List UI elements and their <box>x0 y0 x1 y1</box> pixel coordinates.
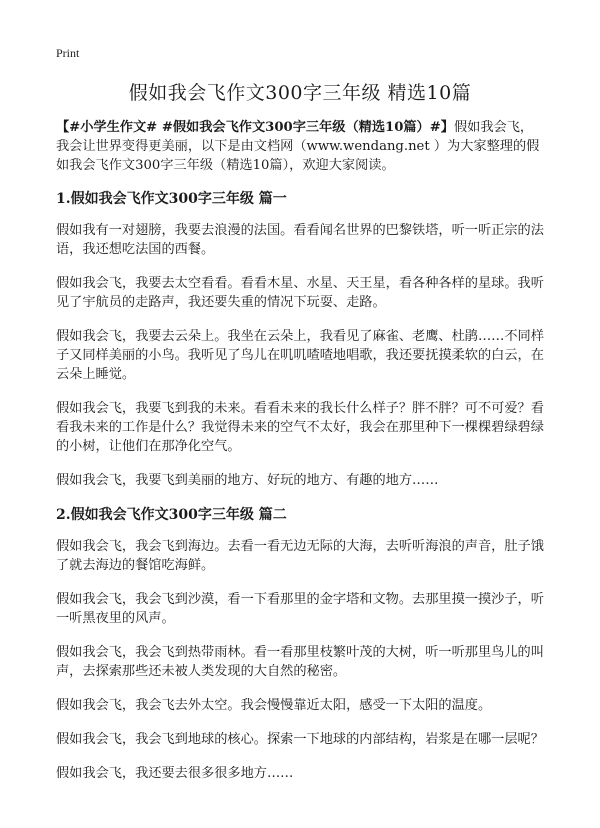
print-link[interactable]: Print <box>56 46 80 60</box>
paragraph: 假如我会飞，我要飞到美丽的地方、好玩的地方、有趣的地方…… <box>56 473 439 488</box>
intro-paragraph <box>56 118 544 175</box>
paragraph: 假如我会飞，我要去云朵上。我坐在云朵上，我看见了麻雀、老鹰、杜鹃……不同样子又同样美丽的小鸟。我听见了鸟儿在叽叽喳喳地唱歌，我还要抚摸柔软的白云，在云朵上睡觉。 <box>56 329 544 382</box>
paragraph: 假如我会飞，我会飞到沙漠，看一下看那里的金字塔和文物。去那里摸一摸沙子，听一听黑夜里的风声。 <box>56 592 544 626</box>
article-body <box>56 118 544 798</box>
paragraph: 假如我会飞，我会飞到地球的核心。探索一下地球的内部结构，岩浆是在哪一层呢？ <box>56 732 544 747</box>
paragraph: 假如我会飞，我会飞去外太空。我会慢慢靠近太阳，感受一下太阳的温度。 <box>56 698 492 713</box>
paragraph: 假如我有一对翅膀，我要去浪漫的法国。看看闻名世界的巴黎铁塔，听一听正宗的法语，我还想吃法国的西餐。 <box>56 223 544 257</box>
section-title: 2.假如我会飞作文300字三年级 篇二 <box>56 507 287 523</box>
intro-text: 假如我会飞，我会让世界变得更美丽，以下是由文档网（www.wendang.net ）为大家整理的假如我会飞作文300字三年级（精选10篇），欢迎大家阅读。 <box>56 120 540 173</box>
paragraph: 假如我会飞，我会飞到热带雨林。看一看那里枝繁叶茂的大树，听一听那里鸟儿的叫声，去探索那些还未被人类发现的大自然的秘密。 <box>56 645 544 679</box>
section-title: 1.假如我会飞作文300字三年级 篇一 <box>56 191 287 207</box>
page-title: 假如我会飞作文300字三年级 精选10篇 <box>128 82 472 104</box>
paragraph: 假如我会飞，我要飞到我的未来。看看未来的我长什么样子？胖不胖？可不可爱？看看我未来的工作是什么？我觉得未来的空气不太好，我会在那里种下一棵棵碧绿碧绿的小树，让他们在那净化空气。 <box>56 401 544 454</box>
intro-tag: 【#小学生作文# #假如我会飞作文300字三年级（精选10篇）#】 <box>56 120 454 135</box>
paragraph: 假如我会飞，我还要去很多很多地方…… <box>56 766 294 781</box>
paragraph: 假如我会飞，我要去太空看看。看看木星、水星、天王星，看各种各样的星球。我听见了宇航员的走路声，我还要失重的情况下玩耍、走路。 <box>56 276 544 310</box>
paragraph: 假如我会飞，我会飞到海边。去看一看无边无际的大海，去听听海浪的声音，肚子饿了就去海边的餐馆吃海鲜。 <box>56 539 544 573</box>
